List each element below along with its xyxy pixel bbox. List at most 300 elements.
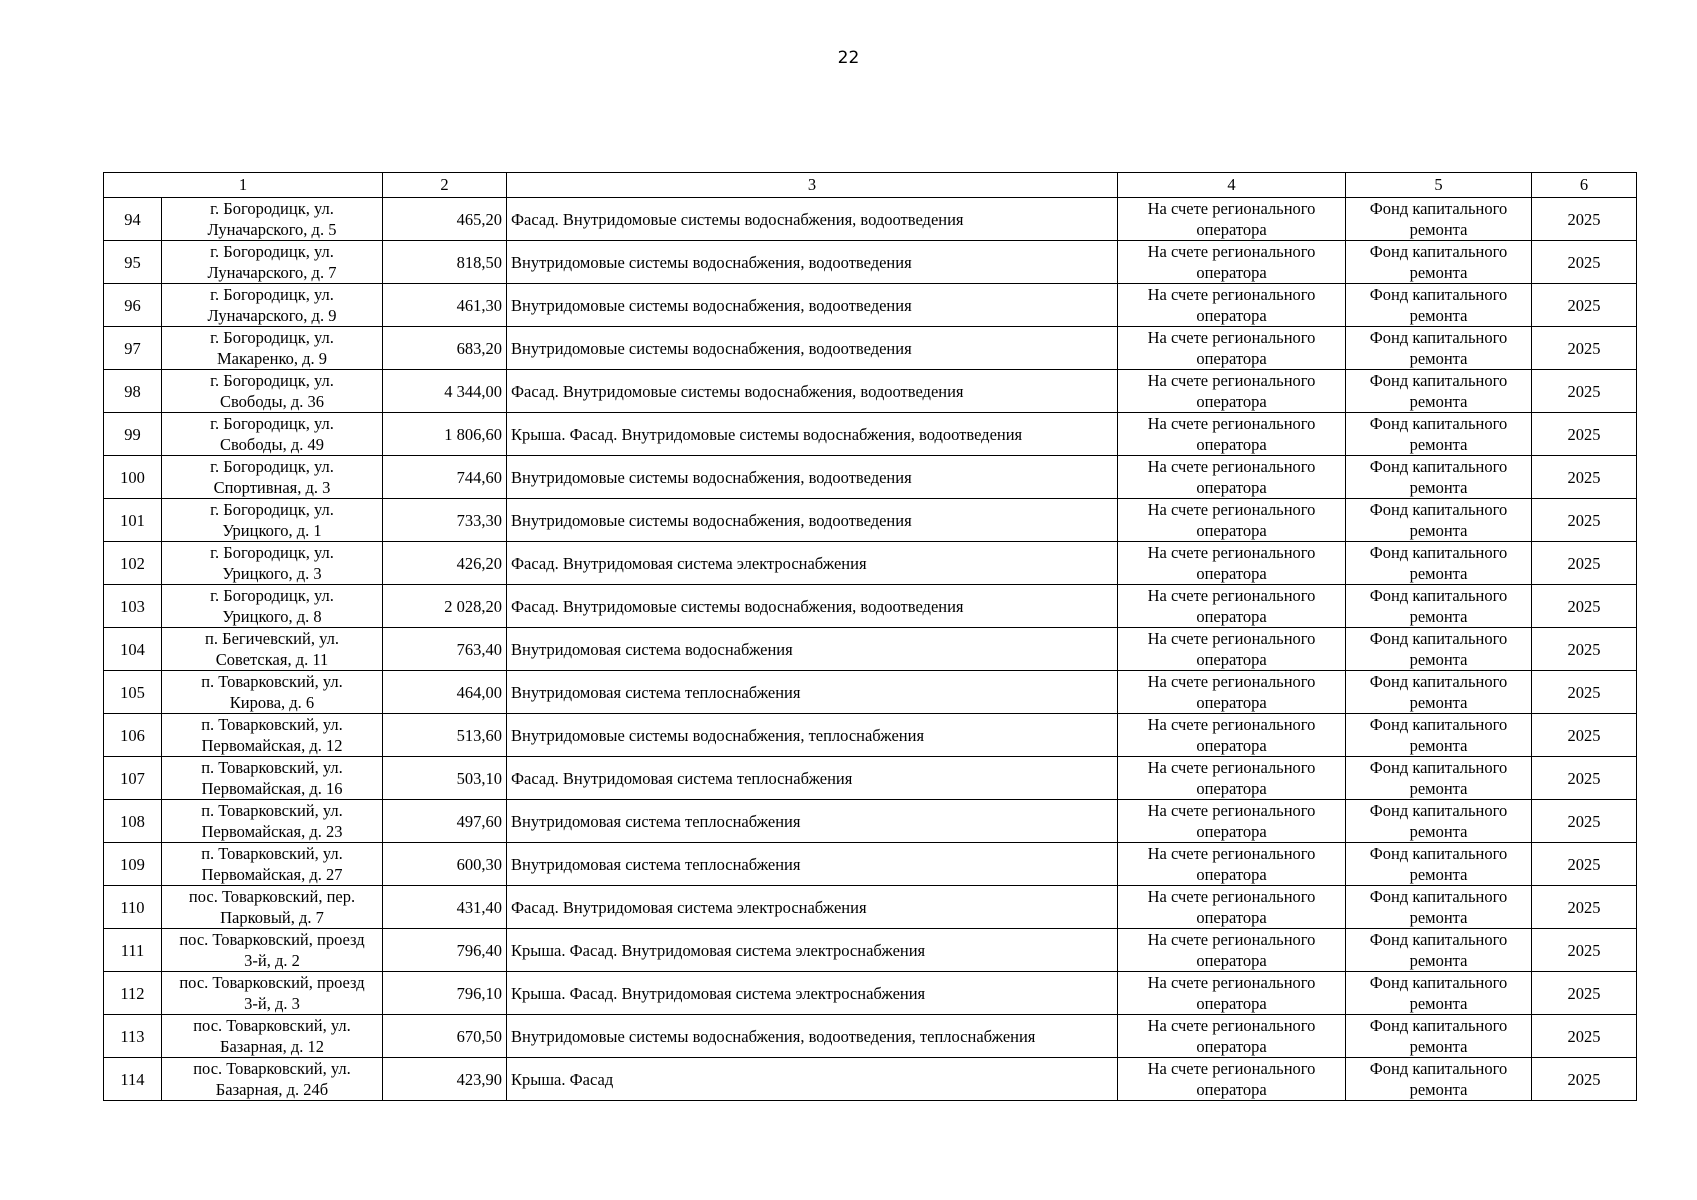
row-address-text: Спортивная, д. 3 bbox=[213, 478, 331, 497]
row-number bbox=[104, 800, 162, 843]
row-area bbox=[383, 972, 507, 1015]
table-row bbox=[104, 757, 1637, 800]
row-address-text: г. Богородицк, ул. bbox=[210, 457, 334, 476]
row-funding-source-text: ремонта bbox=[1409, 822, 1468, 841]
row-area-text: 796,40 bbox=[456, 940, 502, 960]
table-row bbox=[104, 499, 1637, 542]
row-account-text: оператора bbox=[1196, 478, 1267, 497]
row-funding-source-text: Фонд капитального bbox=[1369, 543, 1508, 562]
row-year-text: 2025 bbox=[1567, 940, 1601, 960]
row-account-text: оператора bbox=[1196, 220, 1267, 239]
row-account bbox=[1118, 757, 1346, 800]
row-account bbox=[1118, 413, 1346, 456]
row-area-text: 513,60 bbox=[456, 725, 502, 745]
row-number bbox=[104, 843, 162, 886]
row-address-text: пос. Товарковский, проезд bbox=[179, 930, 365, 949]
row-funding-source bbox=[1346, 456, 1532, 499]
row-year-text: 2025 bbox=[1567, 1069, 1601, 1089]
row-funding-source bbox=[1346, 1015, 1532, 1058]
row-area bbox=[383, 929, 507, 972]
row-funding-source-text: Фонд капитального bbox=[1369, 457, 1508, 476]
row-account-text: На счете регионального bbox=[1147, 500, 1316, 519]
row-area bbox=[383, 843, 507, 886]
row-account-text: На счете регионального bbox=[1147, 758, 1316, 777]
row-work-type bbox=[507, 585, 1118, 628]
row-address-text: Свободы, д. 49 bbox=[220, 435, 324, 454]
row-number bbox=[104, 1015, 162, 1058]
row-account-text: оператора bbox=[1196, 1080, 1267, 1099]
row-work-type-text: Фасад. Внутридомовая система электроснабжения bbox=[511, 897, 867, 917]
row-number-text: 101 bbox=[120, 510, 145, 530]
row-address bbox=[162, 1015, 383, 1058]
row-area bbox=[383, 714, 507, 757]
row-address-text: пос. Товарковский, ул. bbox=[193, 1016, 351, 1035]
row-funding-source-text: Фонд капитального bbox=[1369, 887, 1508, 906]
row-account bbox=[1118, 929, 1346, 972]
row-work-type bbox=[507, 628, 1118, 671]
row-funding-source bbox=[1346, 886, 1532, 929]
row-funding-source-text: Фонд капитального bbox=[1369, 629, 1508, 648]
row-address-text: п. Товарковский, ул. bbox=[201, 758, 343, 777]
row-work-type bbox=[507, 929, 1118, 972]
row-year bbox=[1532, 585, 1637, 628]
row-year-text: 2025 bbox=[1567, 639, 1601, 659]
row-year bbox=[1532, 671, 1637, 714]
row-address-text: Кирова, д. 6 bbox=[229, 693, 315, 712]
row-area bbox=[383, 198, 507, 241]
row-account-text: оператора bbox=[1196, 650, 1267, 669]
row-address-text: Свободы, д. 36 bbox=[220, 392, 324, 411]
row-funding-source bbox=[1346, 499, 1532, 542]
row-account-text: оператора bbox=[1196, 822, 1267, 841]
row-account-text: На счете регионального bbox=[1147, 285, 1316, 304]
table-row bbox=[104, 800, 1637, 843]
row-funding-source-text: Фонд капитального bbox=[1369, 930, 1508, 949]
row-year-text: 2025 bbox=[1567, 510, 1601, 530]
header-col-1: 1 bbox=[104, 173, 383, 198]
row-work-type-text: Фасад. Внутридомовая система теплоснабжения bbox=[511, 768, 853, 788]
row-area-text: 497,60 bbox=[456, 811, 502, 831]
row-area-text: 744,60 bbox=[456, 467, 502, 487]
row-area-text: 818,50 bbox=[456, 252, 502, 272]
row-number bbox=[104, 585, 162, 628]
row-work-type-text: Фасад. Внутридомовые системы водоснабжения, водоотведения bbox=[511, 209, 964, 229]
row-funding-source-text: Фонд капитального bbox=[1369, 414, 1508, 433]
header-col-5: 5 bbox=[1346, 173, 1532, 198]
row-number-text: 102 bbox=[120, 553, 145, 573]
row-address-text: г. Богородицк, ул. bbox=[210, 543, 334, 562]
row-work-type bbox=[507, 1058, 1118, 1101]
row-funding-source bbox=[1346, 972, 1532, 1015]
row-work-type bbox=[507, 456, 1118, 499]
row-account-text: оператора bbox=[1196, 908, 1267, 927]
row-number bbox=[104, 886, 162, 929]
row-work-type bbox=[507, 284, 1118, 327]
row-number-text: 100 bbox=[120, 467, 145, 487]
row-funding-source bbox=[1346, 929, 1532, 972]
table-row bbox=[104, 1058, 1637, 1101]
row-funding-source bbox=[1346, 413, 1532, 456]
row-number-text: 103 bbox=[120, 596, 145, 616]
row-work-type-text: Внутридомовая система теплоснабжения bbox=[511, 854, 801, 874]
row-year-text: 2025 bbox=[1567, 854, 1601, 874]
row-funding-source-text: ремонта bbox=[1409, 392, 1468, 411]
row-account-text: На счете регионального bbox=[1147, 973, 1316, 992]
row-account-text: На счете регионального bbox=[1147, 1016, 1316, 1035]
table-row bbox=[104, 370, 1637, 413]
row-account-text: оператора bbox=[1196, 263, 1267, 282]
row-account-text: оператора bbox=[1196, 865, 1267, 884]
row-address-text: Парковый, д. 7 bbox=[220, 908, 324, 927]
row-number-text: 104 bbox=[120, 639, 145, 659]
row-funding-source-text: Фонд капитального bbox=[1369, 672, 1508, 691]
row-funding-source bbox=[1346, 714, 1532, 757]
row-area-text: 503,10 bbox=[456, 768, 502, 788]
row-work-type bbox=[507, 370, 1118, 413]
row-year-text: 2025 bbox=[1567, 596, 1601, 616]
row-year bbox=[1532, 327, 1637, 370]
row-address-text: Советская, д. 11 bbox=[215, 650, 329, 669]
table-row bbox=[104, 198, 1637, 241]
row-year bbox=[1532, 542, 1637, 585]
row-area-text: 461,30 bbox=[456, 295, 502, 315]
row-number-text: 113 bbox=[120, 1026, 145, 1046]
row-funding-source-text: ремонта bbox=[1409, 521, 1468, 540]
row-work-type bbox=[507, 499, 1118, 542]
row-work-type-text: Внутридомовая система теплоснабжения bbox=[511, 682, 801, 702]
row-work-type bbox=[507, 198, 1118, 241]
row-work-type bbox=[507, 757, 1118, 800]
row-address bbox=[162, 972, 383, 1015]
row-work-type bbox=[507, 413, 1118, 456]
row-account bbox=[1118, 972, 1346, 1015]
table-row bbox=[104, 585, 1637, 628]
row-account bbox=[1118, 370, 1346, 413]
row-work-type-text: Внутридомовые системы водоснабжения, водоотведения bbox=[511, 510, 912, 530]
row-work-type bbox=[507, 671, 1118, 714]
row-funding-source bbox=[1346, 757, 1532, 800]
row-area bbox=[383, 757, 507, 800]
row-year-text: 2025 bbox=[1567, 381, 1601, 401]
row-area bbox=[383, 542, 507, 585]
row-area bbox=[383, 1015, 507, 1058]
row-work-type-text: Крыша. Фасад bbox=[511, 1069, 614, 1089]
row-area bbox=[383, 241, 507, 284]
row-account bbox=[1118, 499, 1346, 542]
row-funding-source-text: Фонд капитального bbox=[1369, 1059, 1508, 1078]
row-address-text: Первомайская, д. 23 bbox=[201, 822, 343, 841]
row-address-text: Луначарского, д. 9 bbox=[207, 306, 337, 325]
row-area-text: 670,50 bbox=[456, 1026, 502, 1046]
table-row bbox=[104, 413, 1637, 456]
row-funding-source-text: Фонд капитального bbox=[1369, 1016, 1508, 1035]
row-area bbox=[383, 886, 507, 929]
row-address-text: п. Товарковский, ул. bbox=[201, 672, 343, 691]
row-account-text: оператора bbox=[1196, 392, 1267, 411]
row-area-text: 426,20 bbox=[456, 553, 502, 573]
row-number-text: 110 bbox=[120, 897, 145, 917]
row-number bbox=[104, 1058, 162, 1101]
row-address-text: г. Богородицк, ул. bbox=[210, 242, 334, 261]
row-year bbox=[1532, 972, 1637, 1015]
row-year bbox=[1532, 714, 1637, 757]
row-address bbox=[162, 628, 383, 671]
row-area bbox=[383, 456, 507, 499]
row-account bbox=[1118, 456, 1346, 499]
row-account-text: оператора bbox=[1196, 951, 1267, 970]
row-number-text: 97 bbox=[124, 338, 141, 358]
row-work-type-text: Внутридомовые системы водоснабжения, водоотведения bbox=[511, 252, 912, 272]
row-address-text: п. Бегичевский, ул. bbox=[205, 629, 339, 648]
row-address-text: пос. Товарковский, пер. bbox=[188, 887, 356, 906]
row-funding-source-text: ремонта bbox=[1409, 607, 1468, 626]
row-work-type bbox=[507, 886, 1118, 929]
row-account-text: На счете регионального bbox=[1147, 457, 1316, 476]
row-year-text: 2025 bbox=[1567, 295, 1601, 315]
table-row bbox=[104, 714, 1637, 757]
row-work-type bbox=[507, 714, 1118, 757]
row-year bbox=[1532, 198, 1637, 241]
row-area-text: 465,20 bbox=[456, 209, 502, 229]
table-row bbox=[104, 929, 1637, 972]
row-funding-source-text: ремонта bbox=[1409, 564, 1468, 583]
row-account bbox=[1118, 886, 1346, 929]
row-address-text: Урицкого, д. 1 bbox=[222, 521, 322, 540]
table-row bbox=[104, 1015, 1637, 1058]
row-year bbox=[1532, 456, 1637, 499]
row-year bbox=[1532, 1015, 1637, 1058]
row-number bbox=[104, 284, 162, 327]
row-year bbox=[1532, 284, 1637, 327]
row-account-text: На счете регионального bbox=[1147, 801, 1316, 820]
row-address-text: г. Богородицк, ул. bbox=[210, 199, 334, 218]
row-funding-source-text: ремонта bbox=[1409, 951, 1468, 970]
row-funding-source bbox=[1346, 241, 1532, 284]
row-account bbox=[1118, 198, 1346, 241]
row-funding-source-text: ремонта bbox=[1409, 865, 1468, 884]
header-col-6: 6 bbox=[1532, 173, 1637, 198]
row-funding-source-text: Фонд капитального bbox=[1369, 801, 1508, 820]
row-account-text: оператора bbox=[1196, 521, 1267, 540]
row-account-text: оператора bbox=[1196, 1037, 1267, 1056]
row-funding-source bbox=[1346, 370, 1532, 413]
row-year bbox=[1532, 929, 1637, 972]
row-address bbox=[162, 757, 383, 800]
row-number-text: 95 bbox=[124, 252, 141, 272]
row-address bbox=[162, 886, 383, 929]
row-address-text: п. Товарковский, ул. bbox=[201, 844, 343, 863]
row-area-text: 423,90 bbox=[456, 1069, 502, 1089]
row-address-text: Луначарского, д. 5 bbox=[207, 220, 337, 239]
row-area bbox=[383, 499, 507, 542]
row-account-text: оператора bbox=[1196, 736, 1267, 755]
row-area bbox=[383, 327, 507, 370]
row-number-text: 106 bbox=[120, 725, 145, 745]
row-funding-source-text: Фонд капитального bbox=[1369, 758, 1508, 777]
row-address bbox=[162, 929, 383, 972]
row-number-text: 111 bbox=[120, 940, 145, 960]
row-address-text: Базарная, д. 24б bbox=[215, 1080, 329, 1099]
row-year bbox=[1532, 370, 1637, 413]
row-work-type-text: Внутридомовые системы водоснабжения, водоотведения bbox=[511, 338, 912, 358]
row-work-type-text: Внутридомовая система водоснабжения bbox=[511, 639, 793, 659]
row-address bbox=[162, 800, 383, 843]
row-work-type bbox=[507, 241, 1118, 284]
row-account-text: На счете регионального bbox=[1147, 887, 1316, 906]
table-row bbox=[104, 972, 1637, 1015]
row-number bbox=[104, 198, 162, 241]
row-address bbox=[162, 241, 383, 284]
row-address-text: Урицкого, д. 8 bbox=[222, 607, 322, 626]
row-year-text: 2025 bbox=[1567, 338, 1601, 358]
row-funding-source bbox=[1346, 843, 1532, 886]
row-address bbox=[162, 671, 383, 714]
table-row bbox=[104, 542, 1637, 585]
row-funding-source-text: Фонд капитального bbox=[1369, 242, 1508, 261]
row-number bbox=[104, 671, 162, 714]
row-funding-source-text: Фонд капитального bbox=[1369, 285, 1508, 304]
row-address-text: г. Богородицк, ул. bbox=[210, 285, 334, 304]
row-address bbox=[162, 456, 383, 499]
row-number bbox=[104, 413, 162, 456]
row-year-text: 2025 bbox=[1567, 725, 1601, 745]
row-address bbox=[162, 198, 383, 241]
row-funding-source-text: Фонд капитального bbox=[1369, 715, 1508, 734]
row-year-text: 2025 bbox=[1567, 209, 1601, 229]
row-area-text: 733,30 bbox=[456, 510, 502, 530]
row-address bbox=[162, 1058, 383, 1101]
row-address-text: Первомайская, д. 12 bbox=[201, 736, 343, 755]
row-work-type-text: Крыша. Фасад. Внутридомовая система электроснабжения bbox=[511, 940, 926, 960]
row-funding-source-text: ремонта bbox=[1409, 650, 1468, 669]
row-year-text: 2025 bbox=[1567, 682, 1601, 702]
row-funding-source-text: ремонта bbox=[1409, 736, 1468, 755]
row-account-text: На счете регионального bbox=[1147, 371, 1316, 390]
table-header-row bbox=[104, 173, 1637, 198]
row-address bbox=[162, 542, 383, 585]
row-funding-source bbox=[1346, 628, 1532, 671]
row-address-text: Макаренко, д. 9 bbox=[216, 349, 328, 368]
row-area bbox=[383, 628, 507, 671]
row-work-type-text: Внутридомовые системы водоснабжения, водоотведения bbox=[511, 295, 912, 315]
row-year-text: 2025 bbox=[1567, 811, 1601, 831]
row-number bbox=[104, 628, 162, 671]
row-funding-source bbox=[1346, 671, 1532, 714]
row-account bbox=[1118, 671, 1346, 714]
row-address-text: г. Богородицк, ул. bbox=[210, 500, 334, 519]
row-area-text: 431,40 bbox=[456, 897, 502, 917]
row-funding-source-text: ремонта bbox=[1409, 1080, 1468, 1099]
row-account-text: На счете регионального bbox=[1147, 586, 1316, 605]
row-year bbox=[1532, 241, 1637, 284]
row-number bbox=[104, 499, 162, 542]
row-area-text: 763,40 bbox=[456, 639, 502, 659]
row-year-text: 2025 bbox=[1567, 1026, 1601, 1046]
row-address-text: пос. Товарковский, проезд bbox=[179, 973, 365, 992]
row-area-text: 683,20 bbox=[456, 338, 502, 358]
row-account-text: оператора bbox=[1196, 564, 1267, 583]
table-row bbox=[104, 327, 1637, 370]
row-funding-source-text: ремонта bbox=[1409, 349, 1468, 368]
row-funding-source-text: ремонта bbox=[1409, 435, 1468, 454]
row-work-type bbox=[507, 1015, 1118, 1058]
row-account bbox=[1118, 843, 1346, 886]
row-year bbox=[1532, 843, 1637, 886]
row-number-text: 94 bbox=[124, 209, 141, 229]
row-number bbox=[104, 456, 162, 499]
row-year bbox=[1532, 628, 1637, 671]
table-body bbox=[104, 198, 1637, 1101]
row-account-text: На счете регионального bbox=[1147, 242, 1316, 261]
row-area bbox=[383, 1058, 507, 1101]
row-number bbox=[104, 714, 162, 757]
row-address-text: г. Богородицк, ул. bbox=[210, 414, 334, 433]
row-address-text: г. Богородицк, ул. bbox=[210, 586, 334, 605]
row-year-text: 2025 bbox=[1567, 897, 1601, 917]
row-number-text: 98 bbox=[124, 381, 141, 401]
row-year-text: 2025 bbox=[1567, 252, 1601, 272]
row-funding-source bbox=[1346, 327, 1532, 370]
row-number-text: 99 bbox=[124, 424, 141, 444]
row-year bbox=[1532, 800, 1637, 843]
row-account-text: оператора bbox=[1196, 779, 1267, 798]
row-account bbox=[1118, 585, 1346, 628]
row-funding-source-text: ремонта bbox=[1409, 263, 1468, 282]
row-number bbox=[104, 327, 162, 370]
row-work-type-text: Фасад. Внутридомовые системы водоснабжения, водоотведения bbox=[511, 381, 964, 401]
row-year-text: 2025 bbox=[1567, 983, 1601, 1003]
row-number-text: 112 bbox=[120, 983, 145, 1003]
table-row bbox=[104, 241, 1637, 284]
row-account-text: На счете регионального bbox=[1147, 672, 1316, 691]
row-address bbox=[162, 370, 383, 413]
page-number: 22 bbox=[837, 48, 860, 68]
row-address-text: г. Богородицк, ул. bbox=[210, 371, 334, 390]
row-area bbox=[383, 800, 507, 843]
row-account-text: оператора bbox=[1196, 994, 1267, 1013]
row-area-text: 1 806,60 bbox=[444, 424, 502, 444]
row-address-text: пос. Товарковский, ул. bbox=[193, 1059, 351, 1078]
header-col-4: 4 bbox=[1118, 173, 1346, 198]
row-work-type-text: Крыша. Фасад. Внутридомовая система электроснабжения bbox=[511, 983, 926, 1003]
row-address bbox=[162, 714, 383, 757]
row-funding-source-text: ремонта bbox=[1409, 693, 1468, 712]
row-number-text: 114 bbox=[120, 1069, 145, 1089]
row-year bbox=[1532, 1058, 1637, 1101]
table-row bbox=[104, 628, 1637, 671]
row-funding-source-text: ремонта bbox=[1409, 994, 1468, 1013]
row-address-text: Первомайская, д. 27 bbox=[201, 865, 343, 884]
header-col-3: 3 bbox=[507, 173, 1118, 198]
row-address-text: 3-й, д. 3 bbox=[244, 994, 300, 1013]
row-account bbox=[1118, 542, 1346, 585]
row-area bbox=[383, 284, 507, 327]
row-account-text: оператора bbox=[1196, 349, 1267, 368]
row-funding-source-text: Фонд капитального bbox=[1369, 371, 1508, 390]
row-account-text: оператора bbox=[1196, 306, 1267, 325]
row-number-text: 96 bbox=[124, 295, 141, 315]
row-work-type-text: Внутридомовые системы водоснабжения, водоотведения, теплоснабжения bbox=[511, 1026, 1036, 1046]
row-funding-source bbox=[1346, 198, 1532, 241]
row-year bbox=[1532, 757, 1637, 800]
row-area-text: 796,10 bbox=[456, 983, 502, 1003]
row-account-text: оператора bbox=[1196, 693, 1267, 712]
row-year-text: 2025 bbox=[1567, 553, 1601, 573]
row-account-text: На счете регионального bbox=[1147, 328, 1316, 347]
row-area-text: 464,00 bbox=[456, 682, 502, 702]
row-number bbox=[104, 757, 162, 800]
row-account bbox=[1118, 327, 1346, 370]
